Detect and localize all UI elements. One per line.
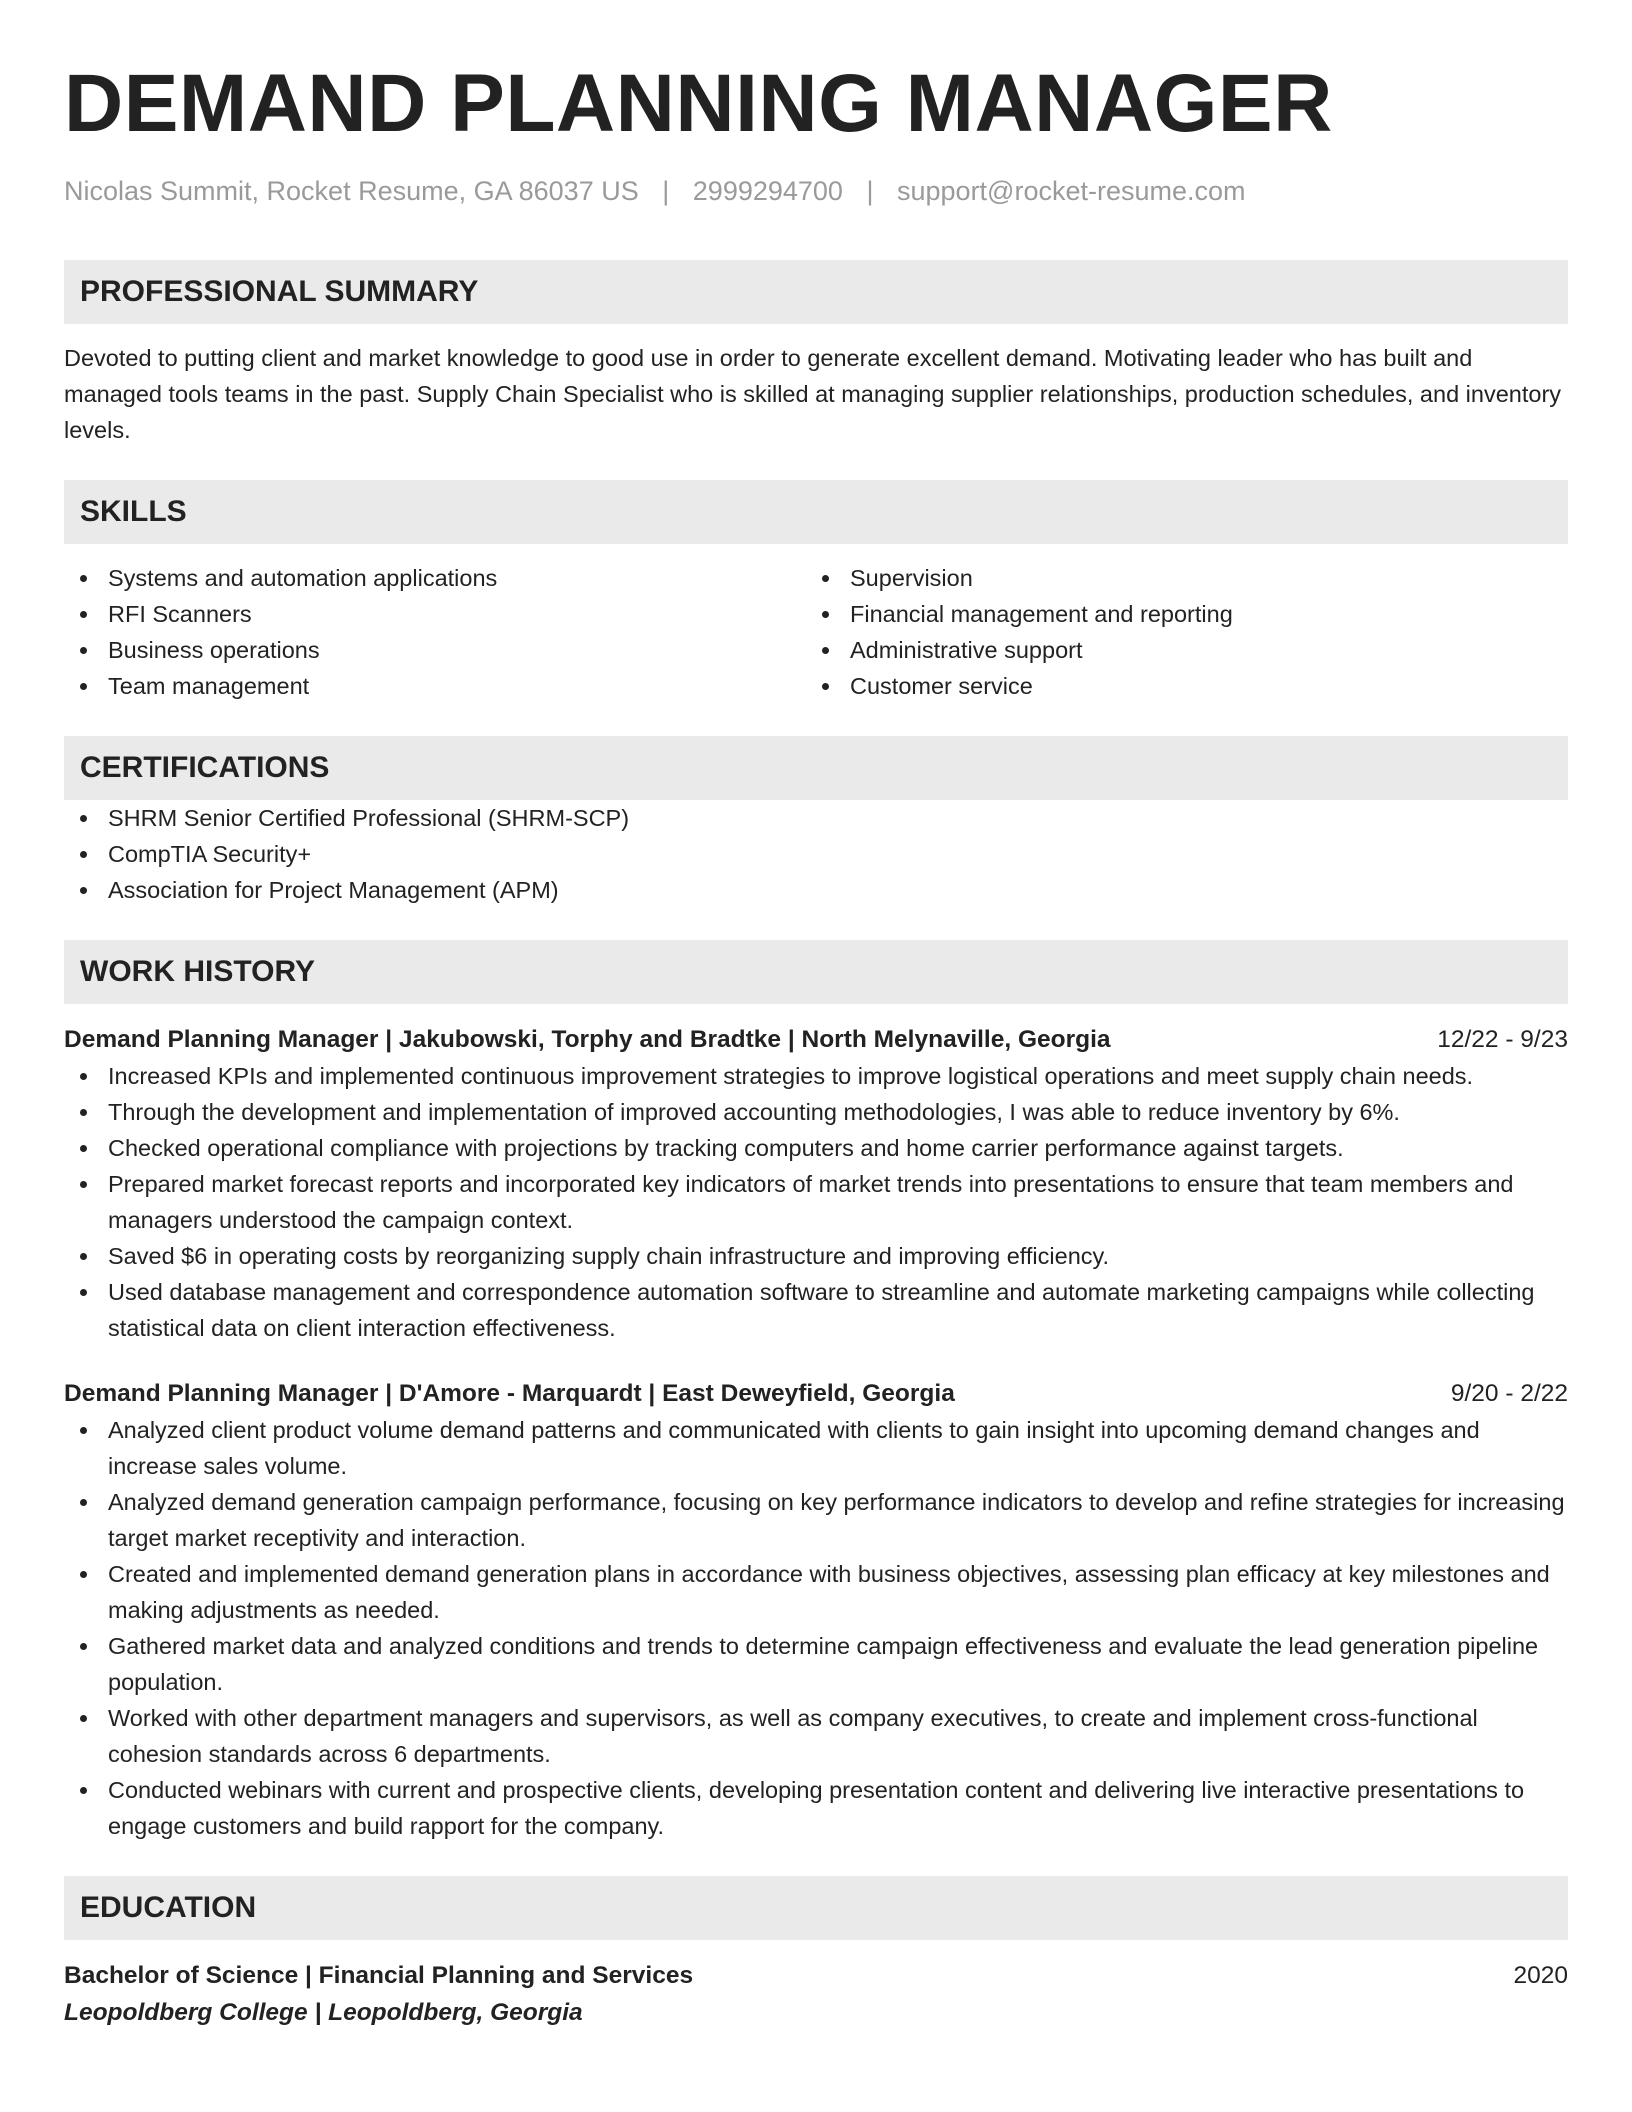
certification-item: SHRM Senior Certified Professional (SHRM-SCP) [64,800,1568,836]
job-bullet: Checked operational compliance with projections by tracking computers and home carrier performance against targets. [64,1130,1568,1166]
certifications-list [64,800,1568,908]
bullet-icon [80,1289,87,1296]
skill-item: Team management [64,668,806,704]
resume-page [64,56,1568,2032]
section-header-work-history: WORK HISTORY [64,940,1568,1004]
job-bullet: Through the development and implementation of improved accounting methodologies, I was able to reduce inventory by 6%. [64,1094,1568,1130]
skill-item: RFI Scanners [64,596,806,632]
skills-list-right [806,560,1548,704]
certification-item: CompTIA Security+ [64,836,1568,872]
skills-column-right [806,560,1548,704]
bullet-icon [80,1787,87,1794]
education-school: Leopoldberg College | Leopoldberg, Georgia [64,1999,583,2026]
job-dates: 12/22 - 9/23 [1437,1026,1568,1053]
job-entry [64,1376,1568,1844]
job-bullet: Prepared market forecast reports and incorporated key indicators of market trends into presentations to ensure that team members and managers understood the campaign context. [64,1166,1568,1238]
education-year: 2020 [1513,1962,1568,1989]
education-degree-line [64,1958,1568,1994]
bullet-icon [80,1571,87,1578]
job-bullet: Saved $6 in operating costs by reorganizing supply chain infrastructure and improving efficiency. [64,1238,1568,1274]
job-bullet: Gathered market data and analyzed conditions and trends to determine campaign effectiveness and evaluate the lead generation pipeline population. [64,1628,1568,1700]
skill-item: Systems and automation applications [64,560,806,596]
bullet-icon [80,1427,87,1434]
bullet-icon [80,815,87,822]
contact-phone: 2999294700 [692,176,843,206]
section-header-skills: SKILLS [64,480,1568,544]
job-heading-line [64,1022,1568,1058]
bullet-icon [822,575,829,582]
section-header-education: EDUCATION [64,1876,1568,1940]
skill-item: Supervision [806,560,1548,596]
bullet-icon [80,1499,87,1506]
bullet-icon [80,1073,87,1080]
job-dates: 9/20 - 2/22 [1450,1380,1568,1407]
bullet-icon [80,887,87,894]
job-bullets [64,1058,1568,1346]
skills-grid [64,560,1568,704]
contact-line [64,174,1568,208]
bullet-icon [80,1109,87,1116]
section-header-certifications: CERTIFICATIONS [64,736,1568,800]
job-heading: Demand Planning Manager | D'Amore - Marquardt | East Deweyfield, Georgia [64,1380,955,1407]
skill-item: Administrative support [806,632,1548,668]
job-heading: Demand Planning Manager | Jakubowski, Torphy and Bradtke | North Melynaville, Georgia [64,1026,1111,1053]
skills-list-left [64,560,806,704]
job-entry [64,1022,1568,1346]
job-bullet: Used database management and correspondence automation software to streamline and automate marketing campaigns while collecting statistical data on client interaction effectiveness. [64,1274,1568,1346]
bullet-icon [80,1181,87,1188]
bullet-icon [80,1715,87,1722]
skill-item: Financial management and reporting [806,596,1548,632]
resume-title: DEMAND PLANNING MANAGER [64,58,1333,149]
job-heading-line [64,1376,1568,1412]
contact-address: Nicolas Summit, Rocket Resume, GA 86037 US [64,176,639,206]
summary-text: Devoted to putting client and market knowledge to good use in order to generate excellent demand. Motivating leader who has built and managed tools teams in the past. Supply Chain Specialist who is skilled at managing supplier relationships, production schedules, and inventory levels. [64,345,1562,443]
section-header-summary: PROFESSIONAL SUMMARY [64,260,1568,324]
bullet-icon [80,647,87,654]
job-bullet: Analyzed client product volume demand patterns and communicated with clients to gain insight into upcoming demand changes and increase sales volume. [64,1412,1568,1484]
bullet-icon [80,1643,87,1650]
bullet-icon [80,575,87,582]
bullet-icon [80,683,87,690]
job-bullet: Conducted webinars with current and prospective clients, developing presentation content and delivering live interactive presentations to engage customers and build rapport for the company. [64,1772,1568,1844]
skill-item: Business operations [64,632,806,668]
bullet-icon [822,683,829,690]
bullet-icon [822,611,829,618]
contact-email: support@rocket-resume.com [897,176,1246,206]
contact-separator: | [662,176,670,206]
education-degree: Bachelor of Science | Financial Planning and Services [64,1962,694,1989]
certification-item: Association for Project Management (APM) [64,872,1568,908]
bullet-icon [80,1145,87,1152]
education-entry [64,1958,1568,2032]
job-bullet: Created and implemented demand generation plans in accordance with business objectives, assessing plan efficacy at key milestones and making adjustments as needed. [64,1556,1568,1628]
bullet-icon [822,647,829,654]
contact-separator: | [866,176,874,206]
bullet-icon [80,1253,87,1260]
bullet-icon [80,611,87,618]
skill-item: Customer service [806,668,1548,704]
skills-column-left [64,560,806,704]
job-bullet: Analyzed demand generation campaign performance, focusing on key performance indicators to develop and refine strategies for increasing target market receptivity and interaction. [64,1484,1568,1556]
job-bullet: Worked with other department managers and supervisors, as well as company executives, to create and implement cross-functional cohesion standards across 6 departments. [64,1700,1568,1772]
bullet-icon [80,851,87,858]
job-bullets [64,1412,1568,1844]
job-bullet: Increased KPIs and implemented continuous improvement strategies to improve logistical operations and meet supply chain needs. [64,1058,1568,1094]
